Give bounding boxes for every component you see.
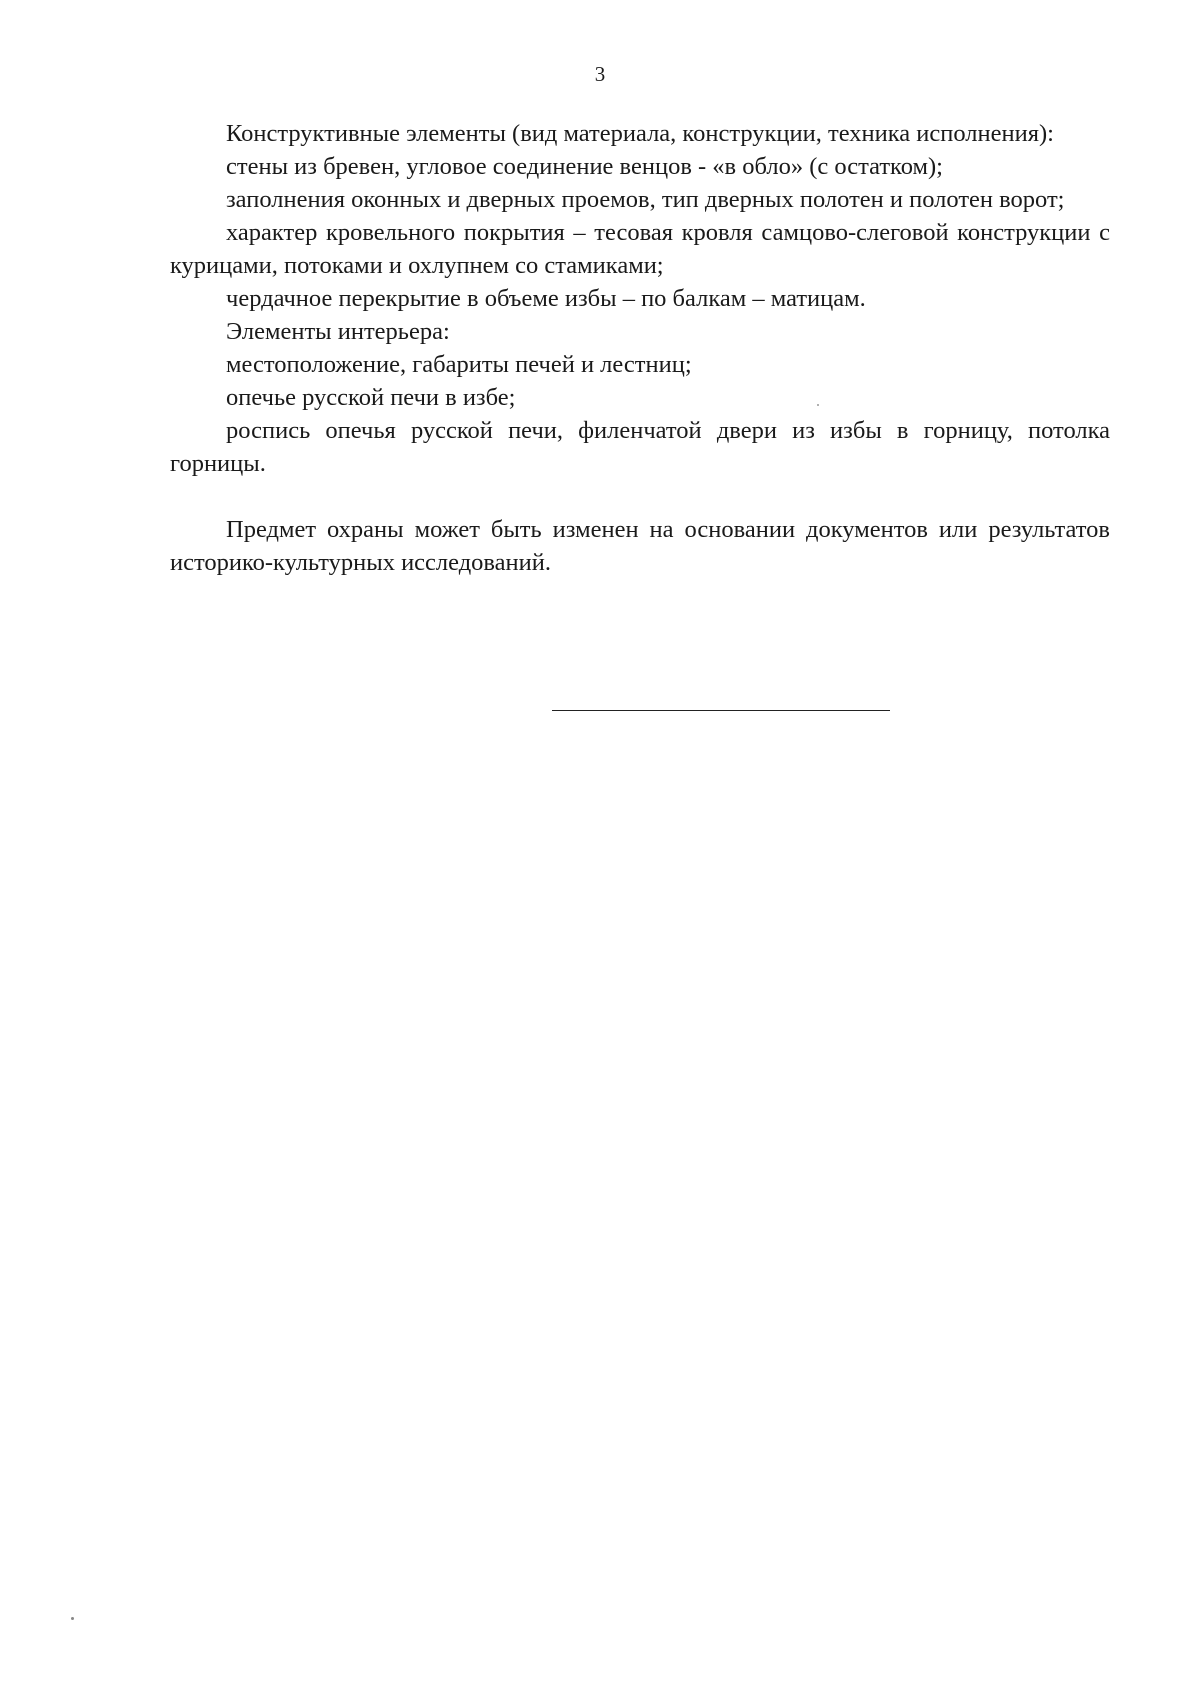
paragraph-protection-note: Предмет охраны может быть изменен на основании документов или результатов историко-культурных исследований. (170, 516, 1110, 576)
scan-speck (817, 404, 819, 406)
paragraph-stove-base: опечье русской печи в избе; (226, 384, 516, 411)
paragraph-stoves-stairs: местоположение, габариты печей и лестниц; (226, 351, 692, 378)
end-rule (552, 710, 890, 711)
paragraph-roofing: характер кровельного покрытия – тесовая кровля самцово-слеговой конструкции с курицами, потоками и охлупнем со стамиками; (170, 219, 1110, 279)
scan-speck (71, 1617, 74, 1620)
paragraph-painting: роспись опечья русской печи, филенчатой двери из избы в горницу, потолка горницы. (170, 417, 1110, 477)
page-number: 3 (594, 62, 606, 86)
paragraph-interior-heading: Элементы интерьера: (226, 318, 450, 345)
paragraph-structural-elements: Конструктивные элементы (вид материала, конструкции, техника исполнения): (226, 120, 1054, 147)
document-body (170, 117, 1110, 579)
paragraph-openings: заполнения оконных и дверных проемов, тип дверных полотен и полотен ворот; (226, 186, 1065, 213)
paragraph-walls: стены из бревен, угловое соединение венцов - «в обло» (с остатком); (226, 153, 943, 180)
paragraph-attic-floor: чердачное перекрытие в объеме избы – по балкам – матицам. (226, 285, 866, 312)
